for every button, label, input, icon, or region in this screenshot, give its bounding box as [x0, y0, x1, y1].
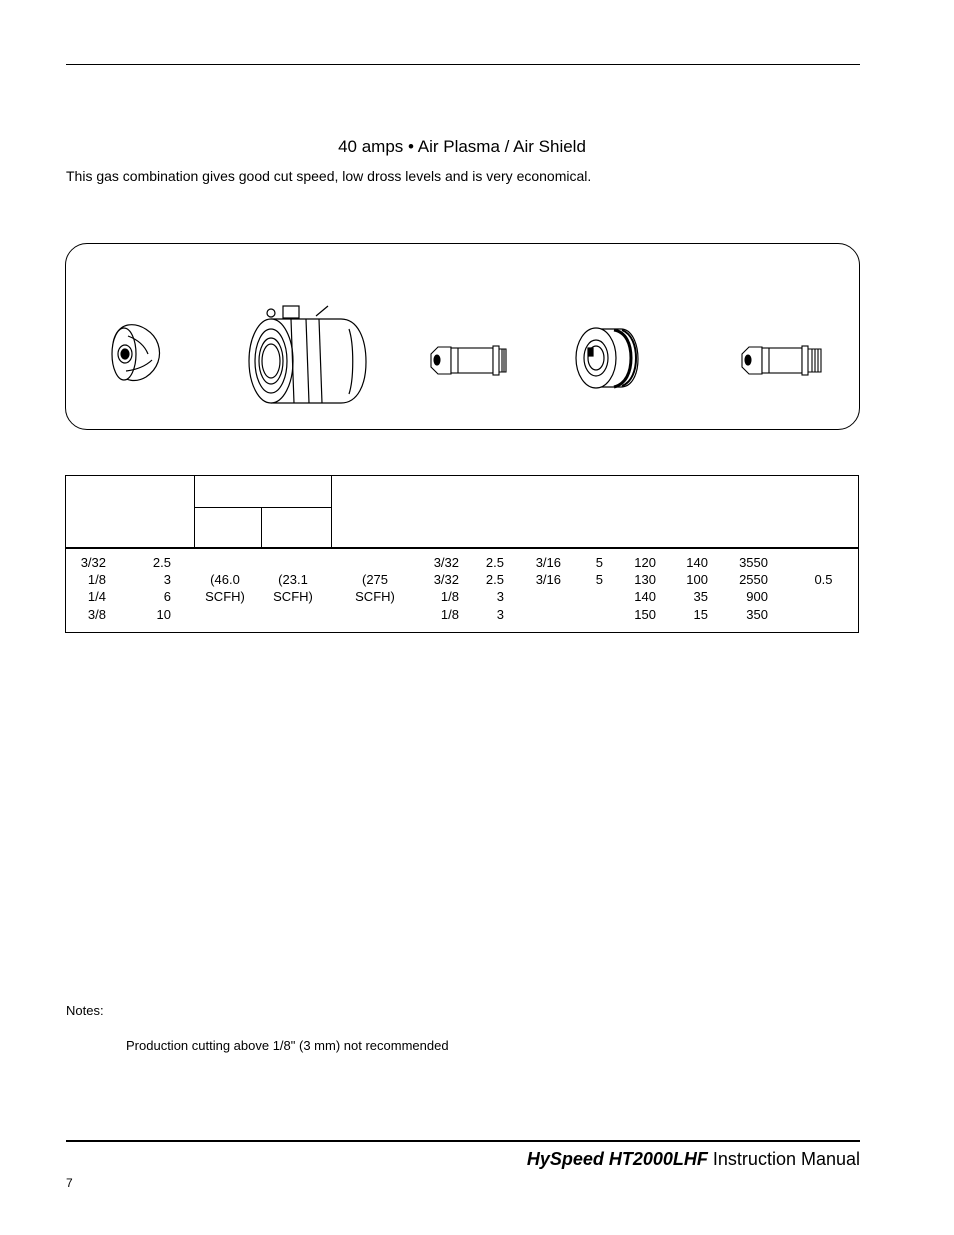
shield-cap-icon — [112, 325, 160, 381]
table-divider — [194, 507, 331, 508]
table-cell: 350 — [746, 607, 768, 622]
retaining-cap-icon — [249, 306, 366, 403]
table-cell: 35 — [693, 589, 708, 604]
table-cell: 3/32 — [433, 555, 459, 570]
nozzle-icon — [431, 346, 506, 375]
table-cell: 2.5 — [152, 555, 171, 570]
table-cell: 140 — [634, 589, 656, 604]
table-cell: (46.0 — [210, 572, 240, 587]
table-cell: 2.5 — [485, 572, 504, 587]
manual-label: Instruction Manual — [707, 1149, 860, 1169]
table-cell: 2550 — [739, 572, 768, 587]
table-divider — [261, 507, 262, 548]
notes-label: Notes: — [66, 1003, 104, 1018]
table-cell: 6 — [163, 589, 171, 604]
table-cell: (275 — [361, 572, 389, 587]
product-name: HySpeed HT2000LHF — [526, 1149, 708, 1169]
table-cell: 3/8 — [87, 607, 106, 622]
electrode-icon — [742, 346, 821, 375]
table-cell: 2.5 — [485, 555, 504, 570]
section-intro: This gas combination gives good cut speed, low dross levels and is very economical. — [66, 168, 592, 184]
table-cell: 3 — [163, 572, 171, 587]
table-divider — [331, 476, 332, 548]
table-divider — [194, 476, 195, 548]
table-cell: 3/16 — [535, 555, 561, 570]
table-cell: 1/8 — [440, 607, 459, 622]
table-cell: 3/32 — [433, 572, 459, 587]
table-cell: 10 — [156, 607, 171, 622]
table-cell: 3 — [496, 607, 504, 622]
footer-title — [527, 1149, 860, 1170]
table-cell: 1/8 — [87, 572, 106, 587]
header-bottom-rule — [66, 547, 858, 549]
table-cell: 120 — [634, 555, 656, 570]
table-cell: 100 — [686, 572, 708, 587]
consumable-parts-panel — [65, 243, 860, 430]
table-cell: (23.1 — [278, 572, 308, 587]
table-cell: SCFH) — [355, 589, 395, 604]
table-cell: SCFH) — [205, 589, 245, 604]
table-cell: 150 — [634, 607, 656, 622]
swirl-ring-icon — [576, 328, 638, 388]
table-cell: 1/8 — [440, 589, 459, 604]
cut-chart-table — [65, 475, 859, 633]
table-cell: 5 — [595, 572, 603, 587]
table-cell: 140 — [686, 555, 708, 570]
table-cell: SCFH) — [273, 589, 313, 604]
page-number: 7 — [66, 1176, 73, 1190]
header-rule — [66, 64, 860, 65]
note-item: Production cutting above 1/8" (3 mm) not recommended — [126, 1038, 449, 1053]
table-cell: 3/32 — [80, 555, 106, 570]
table-cell: 130 — [634, 572, 656, 587]
table-cell: 1/4 — [87, 589, 106, 604]
table-cell: 900 — [746, 589, 768, 604]
table-cell: 3 — [496, 589, 504, 604]
table-cell: 5 — [595, 555, 603, 570]
section-title: 40 amps • Air Plasma / Air Shield — [338, 137, 586, 156]
footer-rule — [66, 1140, 860, 1142]
table-cell: 0.5 — [814, 572, 833, 587]
table-cell: 15 — [693, 607, 708, 622]
table-cell: 3550 — [739, 555, 768, 570]
table-cell: 3/16 — [535, 572, 561, 587]
